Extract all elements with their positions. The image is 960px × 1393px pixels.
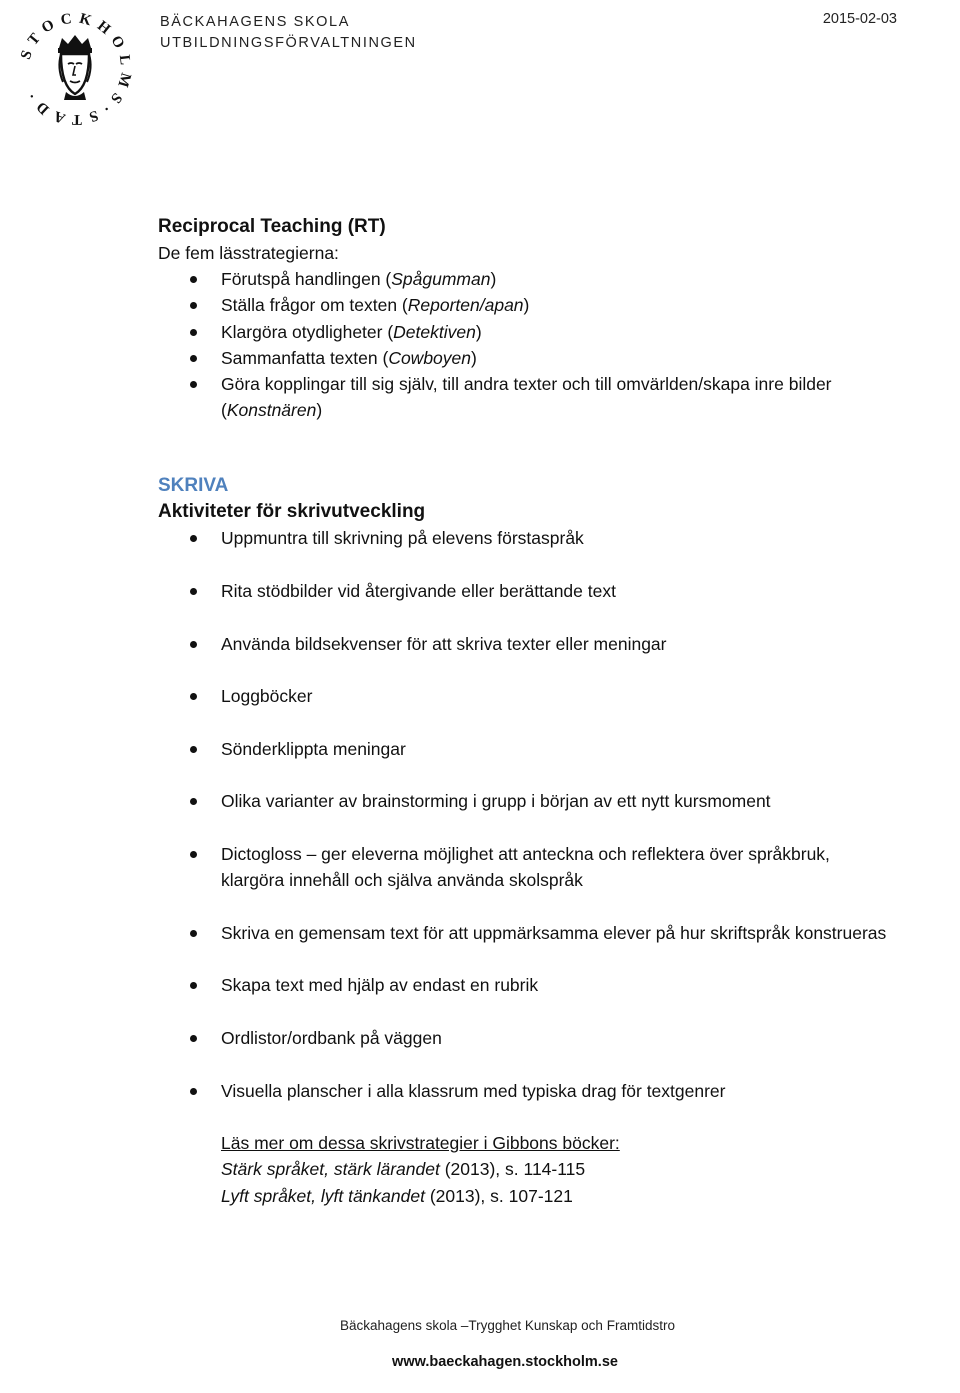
list-item: Loggböcker	[158, 683, 888, 709]
list-item: Förutspå handlingen (Spågumman)	[158, 266, 888, 292]
list-item: Sönderklippta meningar	[158, 736, 888, 762]
list-item: Sammanfatta texten (Cowboyen)	[158, 345, 888, 371]
list-item: Ställa frågor om texten (Reporten/apan)	[158, 292, 888, 318]
rt-subtitle: De fem lässtrategierna:	[158, 243, 339, 263]
skriva-heading: SKRIVA	[158, 475, 229, 497]
document-date: 2015-02-03	[822, 11, 897, 27]
list-item: Skriva en gemensam text för att uppmärksamma elever på hur skriftspråk konstrueras	[158, 920, 888, 946]
document-body	[158, 214, 888, 1209]
footer-tagline: Bäckahagens skola –Trygghet Kunskap och Framtidstro	[340, 1318, 675, 1333]
list-item: Olika varianter av brainstorming i grupp i början av ett nytt kursmoment	[158, 788, 888, 814]
book-reference: Lyft språket, lyft tänkandet (2013), s. 107-121	[221, 1185, 573, 1206]
list-item: Skapa text med hjälp av endast en rubrik	[158, 972, 888, 998]
rt-title: Reciprocal Teaching (RT)	[158, 216, 386, 237]
book-reference: Stärk språket, stärk lärandet (2013), s. 114-115	[221, 1159, 586, 1180]
list-item: Klargöra otydligheter (Detektiven)	[158, 319, 888, 345]
read-more-label: Läs mer om dessa skrivstrategier i Gibbons böcker:	[221, 1132, 620, 1153]
list-item: Göra kopplingar till sig själv, till andra texter och till omvärlden/skapa inre bilder (Konstnären)	[158, 371, 888, 423]
list-item: Visuella planscher i alla klassrum med typiska drag för textgenrer	[158, 1078, 888, 1104]
list-item: Ordlistor/ordbank på väggen	[158, 1025, 888, 1051]
department-name: UTBILDNINGSFÖRVALTNINGEN	[160, 35, 417, 51]
school-name: BÄCKAHAGENS SKOLA	[160, 14, 350, 30]
rt-strategy-list	[158, 266, 888, 423]
list-item: Använda bildsekvenser för att skriva texter eller meningar	[158, 631, 888, 657]
list-item: Uppmuntra till skrivning på elevens förstaspråk	[158, 525, 888, 551]
skriva-activity-list	[158, 525, 888, 1104]
skriva-subheading: Aktiviteter för skrivutveckling	[158, 501, 426, 523]
list-item: Rita stödbilder vid återgivande eller berättande text	[158, 578, 888, 604]
read-more-section	[158, 1130, 888, 1209]
footer-website-link[interactable]: www.baeckahagen.stockholm.se	[392, 1354, 618, 1370]
stockholms-stad-logo	[14, 8, 136, 130]
svg-text:STOCKHOLMS·STAD·: STOCKHOLMS·STAD·	[17, 10, 134, 128]
school-header	[160, 12, 417, 54]
list-item: Dictogloss – ger eleverna möjlighet att anteckna och reflektera över språkbruk, klargöra innehåll och själva använda skolspråk	[158, 841, 888, 894]
